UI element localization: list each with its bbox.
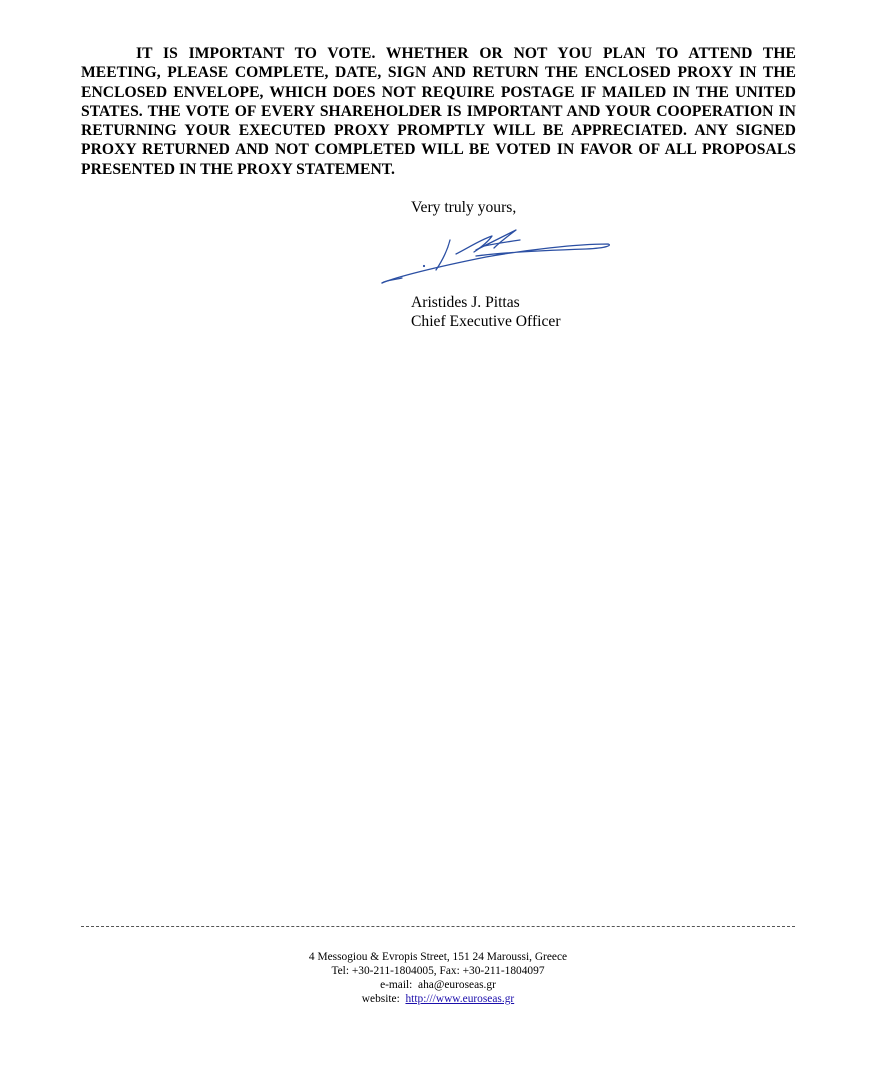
letterhead-footer [0, 950, 876, 1006]
closing-salutation: Very truly yours, [411, 199, 517, 216]
footer-address: 4 Messogiou & Evropis Street, 151 24 Maroussi, Greece [308, 951, 568, 963]
signer-block [411, 293, 561, 331]
footer-email-label: e-mail: [380, 979, 413, 991]
footer-email: aha@euroseas.gr [418, 979, 496, 991]
signer-name: Aristides J. Pittas [411, 294, 520, 311]
signature-icon [376, 222, 616, 288]
footer-phone-fax: Tel: +30-211-1804005, Fax: +30-211-1804097 [331, 965, 545, 977]
signer-title: Chief Executive Officer [411, 313, 561, 330]
footer-email-line [0, 978, 876, 992]
footer-website-line [0, 992, 876, 1006]
footer-website-label: website: [361, 993, 400, 1005]
footer-divider [81, 926, 795, 927]
proxy-voting-notice: IT IS IMPORTANT TO VOTE. WHETHER OR NOT YOU PLAN TO ATTEND THE MEETING, PLEASE COMPLETE, DATE, SIGN AND RETURN THE ENCLOSED PROXY IN THE ENCLOSED ENVELOPE, WHICH DOES NOT REQUIRE POSTAGE IF MAILED IN THE UNITED STATES. THE VOTE OF EVERY SHAREHOLDER IS IMPORTANT AND YOUR COOPERATION IN RETURNING YOUR EXECUTED PROXY PROMPTLY WILL BE APPRECIATED. ANY SIGNED PROXY RETURNED AND NOT COMPLETED WILL BE VOTED IN FAVOR OF ALL PROPOSALS PRESENTED IN THE PROXY STATEMENT. [81, 45, 796, 178]
footer-website-link[interactable]: http:///www.euroseas.gr [405, 993, 515, 1005]
